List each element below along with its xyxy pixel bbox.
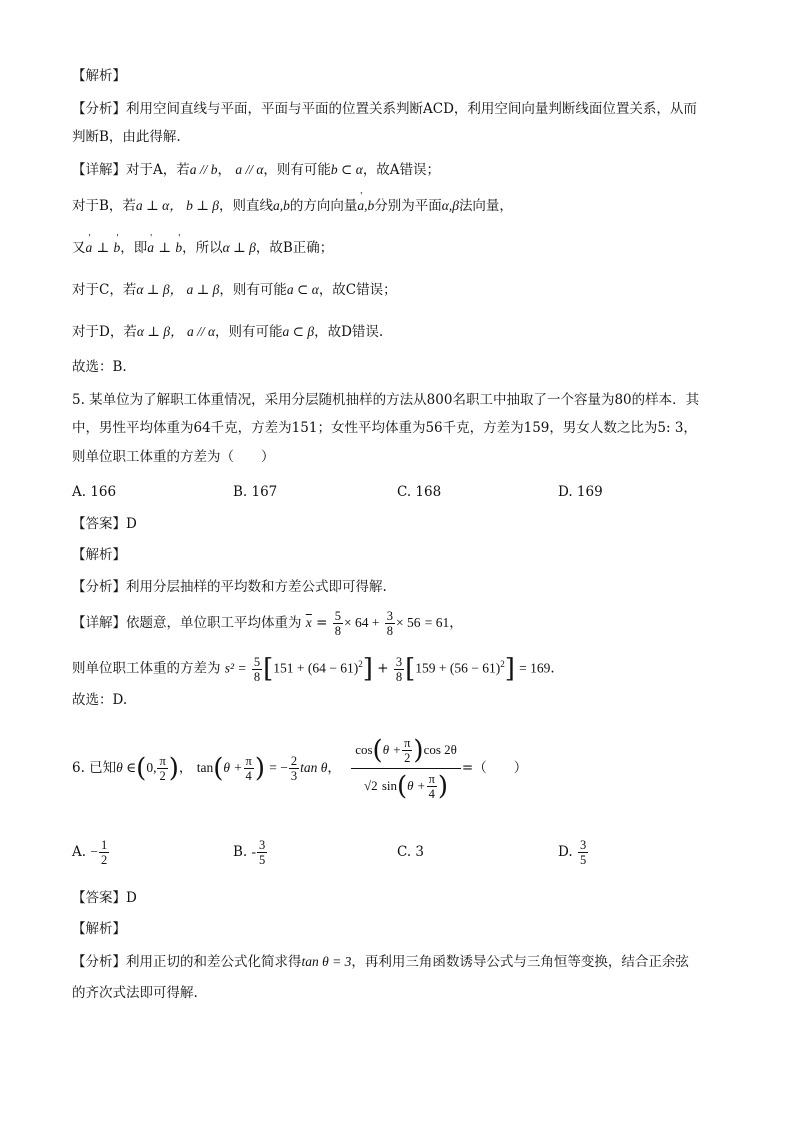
math: cos 2θ (423, 742, 457, 757)
numerator: π (159, 754, 166, 768)
fraction (394, 655, 404, 684)
math-xbar: $\overline{x}$ (305, 615, 312, 630)
numerator: 3 (579, 838, 587, 852)
math: − (90, 844, 98, 859)
math: = 169 (519, 660, 551, 676)
q6-jiexi: 【解析】 (72, 921, 126, 937)
label: A. (72, 844, 87, 860)
fraction (289, 754, 299, 783)
q5-jiexi: 【解析】 (72, 547, 126, 563)
text: ，则有可能 (219, 282, 287, 298)
math: θ + (407, 778, 426, 793)
text: ，则有可能 (263, 162, 331, 178)
paren: ) (254, 753, 265, 784)
numerator: 5 (253, 654, 261, 669)
q5-option-d: D. 169 (558, 484, 603, 500)
math-vector: ' b (114, 238, 121, 258)
label: B. (233, 844, 248, 860)
fraction (385, 609, 395, 638)
text: 对于D，若 (72, 324, 137, 340)
q5-option-a: A. 166 (72, 484, 117, 500)
text: 的方向向量 (289, 198, 358, 214)
xiangjie-a-line: 【详解】对于A，若a // b， a // α，则有可能b ⊂ α，故A错误； (72, 162, 441, 178)
text: ，故A错误； (362, 162, 441, 178)
denominator: 5 (259, 853, 266, 867)
math: a,b (273, 198, 290, 213)
q6-fenxi-line-2: 的齐次式法即可得解. (72, 985, 198, 1001)
paren: ) (413, 735, 424, 766)
fraction (157, 754, 167, 783)
numerator: π (245, 754, 252, 768)
option-c-line (72, 280, 397, 300)
paren: ) (437, 771, 449, 802)
math: α ⊥ β (222, 240, 256, 255)
denominator: 5 (579, 853, 587, 867)
denominator: 4 (245, 769, 252, 783)
denominator: 2 (159, 769, 166, 783)
numerator: 3 (259, 838, 266, 852)
math: ⊥ (158, 240, 172, 255)
math-vector: ' a,b (357, 196, 374, 216)
fraction (244, 754, 254, 783)
label: D. (558, 844, 573, 860)
q5-mean-line: 【详解】依题意，单位职工平均体重为 $\overline{x}$ = $\frac{5}{8}$ × 64 + $\frac{3}{8}$ × 56 = 61， (72, 609, 463, 638)
fraction (402, 736, 412, 765)
math: cos (355, 742, 373, 757)
math: ⊥ (96, 240, 110, 255)
math: tan (196, 760, 214, 775)
math: 0, (146, 760, 157, 775)
numerator: π (428, 772, 435, 786)
math: a ⊂ α (286, 282, 319, 297)
q6-option-a (72, 832, 110, 872)
numerator (351, 733, 461, 769)
bracket: [ (405, 654, 416, 684)
text: 【详解】对于A，若 (72, 162, 190, 178)
fraction (252, 655, 262, 684)
exponent: 2 (500, 659, 505, 669)
text: ，故C错误； (318, 282, 397, 298)
numerator: 3 (386, 609, 393, 623)
numerator: 1 (100, 838, 108, 852)
text: ，再利用三角函数诱导公式与三角恒等变换，结合正余弦 (351, 954, 689, 970)
math: √2 (364, 778, 378, 793)
text: ， (327, 760, 341, 776)
text: 对于B，若 (72, 198, 136, 214)
text: ，则有可能 (215, 324, 283, 340)
math: - (251, 844, 257, 859)
text: 分别为平面 (374, 198, 442, 214)
numerator: 3 (395, 654, 403, 669)
math: × 56 (395, 615, 421, 630)
math: a // α (235, 162, 264, 177)
q6-option-c: C. 3 (397, 844, 425, 860)
fraction (333, 609, 343, 638)
option-b-line-2 (72, 238, 333, 258)
q6-option-d (558, 832, 589, 872)
text: ，即 (120, 240, 148, 256)
fenxi-line-2: 判断B，由此得解. (72, 129, 181, 145)
paren: ( (396, 771, 408, 802)
text: ，所以 (182, 240, 223, 256)
text: 则单位职工体重的方差为 (72, 660, 221, 677)
math: θ + (382, 742, 402, 757)
text: 又 (72, 240, 86, 256)
math-vector: ' a (86, 238, 93, 258)
math-vector: ' b (175, 238, 182, 258)
q5-answer: 【答案】D (72, 516, 137, 532)
denominator: 8 (334, 624, 341, 638)
text: ，故D错误. (314, 324, 384, 340)
answer-line: 故选：B. (72, 359, 127, 375)
denominator: 2 (404, 751, 411, 765)
math: α ⊥ β， a // α (136, 324, 216, 339)
text: 对于C，若 (72, 282, 137, 298)
q5-choose: 故选：D. (72, 692, 128, 708)
q5-variance-line: 则单位职工体重的方差为 s² = $\frac{5}{8}$ $[151 + (64 - 61)^2]$ + $\frac{3}{8}$ $[159 + (56 - 61)^2] = 169$. (72, 654, 555, 684)
text: 【分析】利用正切的和差公式化简求得 (72, 954, 302, 970)
bracket: [ (263, 654, 274, 684)
denominator: 3 (290, 769, 298, 783)
math: a ⊥ α， b ⊥ β (135, 198, 219, 213)
math: a ⊂ β (282, 324, 315, 339)
bracket: ] (362, 654, 373, 684)
option-b-line (72, 196, 513, 216)
text: ，则直线 (219, 198, 273, 214)
denominator: 8 (253, 669, 261, 684)
denominator: 4 (428, 787, 435, 801)
text: ，故B正确； (255, 240, 334, 256)
text: 6. 已知 (72, 760, 117, 776)
paren: ( (372, 735, 383, 766)
math: α,β (441, 198, 459, 213)
text: 【详解】依题意，单位职工平均体重为 (72, 615, 302, 631)
math: a // b (189, 162, 218, 177)
fraction (257, 838, 267, 867)
exponent: 2 (358, 659, 363, 669)
math-vector: ' a (147, 238, 154, 258)
jiexi-heading: 【解析】 (72, 68, 126, 84)
math: = − (269, 760, 288, 775)
q6-stem (72, 730, 527, 807)
paren: ) (168, 753, 179, 784)
math: = 61 (424, 615, 450, 630)
denominator (351, 769, 461, 804)
q6-fenxi-line-1 (72, 952, 689, 972)
paren: ( (213, 753, 224, 784)
math: α ⊥ β， a ⊥ β (136, 282, 220, 297)
text: ， (449, 615, 463, 631)
denominator: 8 (386, 624, 393, 638)
q6-option-b (233, 832, 268, 872)
math: θ ∈ (116, 760, 137, 775)
text: =（ ） (461, 760, 528, 776)
fraction (578, 838, 588, 867)
text: ， (178, 760, 193, 776)
bracket: ] (504, 654, 515, 684)
math: 151 + (64 − 61) (273, 660, 359, 676)
math: × 64 + (343, 615, 380, 630)
denominator: 2 (100, 853, 108, 867)
paren: ( (136, 753, 147, 784)
q5-option-b: B. 167 (233, 484, 278, 500)
option-d-line (72, 322, 383, 342)
fraction (427, 772, 437, 801)
denominator: 8 (395, 669, 403, 684)
text: . (550, 660, 555, 677)
q5-option-c: C. 168 (397, 484, 442, 500)
q5-stem-line-3: 则单位职工体重的方差为（ ） (72, 449, 275, 465)
q6-answer: 【答案】D (72, 890, 137, 906)
numerator: 5 (334, 609, 341, 623)
numerator: 2 (290, 754, 298, 768)
math: tan θ (300, 760, 328, 775)
q5-stem-line-2: 中，男性平均体重为64千克，方差为151；女性平均体重为56千克，方差为159，男女人数之比为5: 3， (72, 420, 697, 436)
q5-stem-line-1: 5. 某单位为了解职工体重情况，采用分层随机抽样的方法从800名职工中抽取了一个容量为80的样本．其 (72, 392, 700, 408)
numerator: π (404, 736, 411, 750)
text: 法向量， (458, 198, 513, 214)
fenxi-line-1: 【分析】利用空间直线与平面，平面与平面的位置关系判断ACD，利用空间向量判断线面位置关系，从而 (72, 101, 697, 117)
math: b ⊂ α (330, 162, 363, 177)
math: s² = (224, 660, 247, 676)
big-fraction (351, 733, 461, 804)
math: tan θ = 3 (301, 954, 352, 969)
math: θ + (223, 760, 243, 775)
math: sin (381, 778, 397, 793)
fraction (99, 838, 109, 867)
q5-fenxi: 【分析】利用分层抽样的平均数和方差公式即可得解. (72, 579, 387, 595)
math: 159 + (56 − 61) (415, 660, 501, 676)
